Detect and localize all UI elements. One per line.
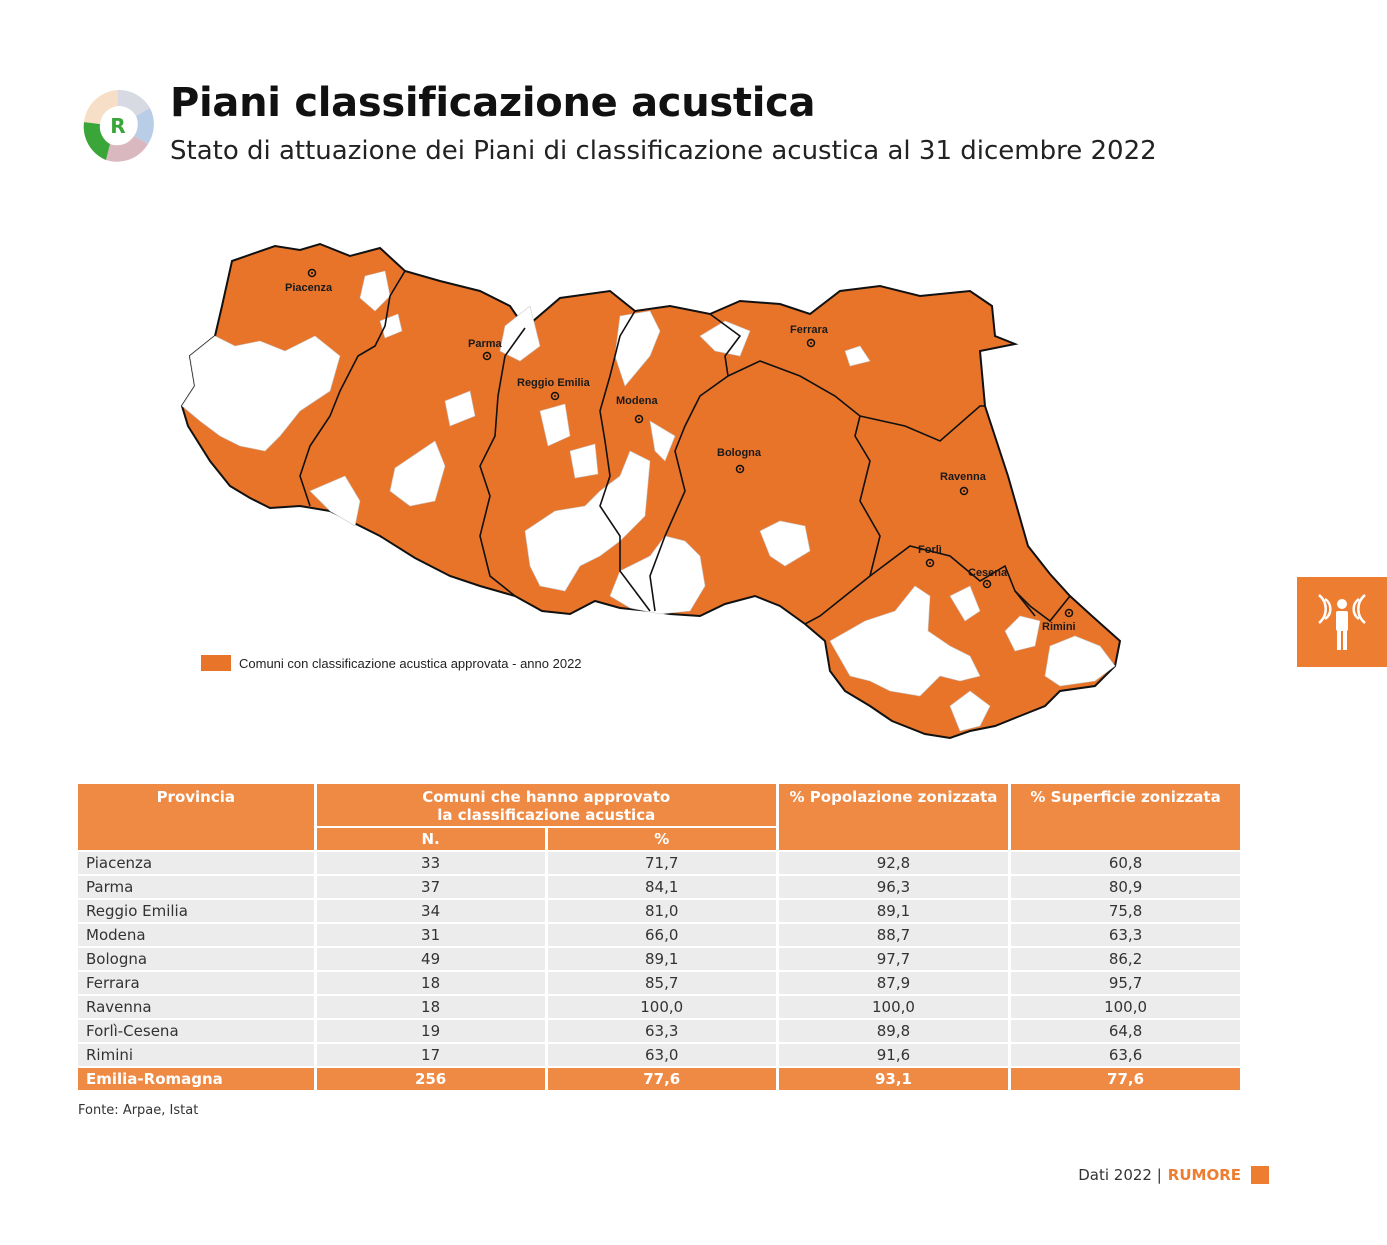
cell-sup: 63,6 [1011, 1044, 1240, 1066]
cell-n: 19 [317, 1020, 545, 1042]
cell-pop: 87,9 [779, 972, 1008, 994]
city-label: Cesena [968, 567, 1008, 579]
cell-pct: 84,1 [548, 876, 776, 898]
cell-provincia: Ravenna [78, 996, 314, 1018]
city-label: Rimini [1042, 621, 1076, 633]
cell-sup: 77,6 [1011, 1068, 1240, 1090]
cell-provincia: Reggio Emilia [78, 900, 314, 922]
cell-sup: 64,8 [1011, 1020, 1240, 1042]
table-row [78, 1020, 1240, 1042]
cell-sup: 100,0 [1011, 996, 1240, 1018]
page-subtitle: Stato di attuazione dei Piani di classificazione acustica al 31 dicembre 2022 [170, 136, 1157, 166]
cell-provincia: Forlì-Cesena [78, 1020, 314, 1042]
page-title: Piani classificazione acustica [170, 80, 816, 126]
header-superficie: % Superficie zonizzata [1011, 784, 1240, 850]
header-n: N. [317, 828, 545, 850]
footer-section: RUMORE [1167, 1166, 1241, 1184]
table-source: Fonte: Arpae, Istat [78, 1103, 199, 1118]
cell-provincia: Modena [78, 924, 314, 946]
cell-pop: 92,8 [779, 852, 1008, 874]
table-row [78, 972, 1240, 994]
cell-pop: 100,0 [779, 996, 1008, 1018]
cell-n: 34 [317, 900, 545, 922]
cell-pct: 63,3 [548, 1020, 776, 1042]
table-row [78, 876, 1240, 898]
cell-n: 31 [317, 924, 545, 946]
cell-pct: 85,7 [548, 972, 776, 994]
city-label: Piacenza [285, 282, 333, 294]
legend-swatch [201, 655, 231, 671]
city-label: Reggio Emilia [517, 377, 590, 389]
table-row [78, 996, 1240, 1018]
city-label: Ravenna [940, 471, 986, 483]
map-legend [201, 655, 582, 671]
cell-sup: 63,3 [1011, 924, 1240, 946]
cell-provincia: Piacenza [78, 852, 314, 874]
report-logo [78, 86, 158, 166]
cell-pop: 88,7 [779, 924, 1008, 946]
table-total-row [78, 1068, 1240, 1090]
cell-pop: 97,7 [779, 948, 1008, 970]
table-row [78, 1044, 1240, 1066]
cell-pct: 100,0 [548, 996, 776, 1018]
city-label: Parma [468, 338, 502, 350]
cell-sup: 86,2 [1011, 948, 1240, 970]
cell-pct: 81,0 [548, 900, 776, 922]
footer-square [1251, 1166, 1269, 1184]
cell-n: 18 [317, 996, 545, 1018]
footer-label: Dati 2022 | [1078, 1166, 1162, 1184]
city-label: Modena [616, 395, 658, 407]
cell-sup: 80,9 [1011, 876, 1240, 898]
cell-sup: 95,7 [1011, 972, 1240, 994]
header-comuni-line1: Comuni che hanno approvato [422, 788, 671, 806]
header-pct: % [548, 828, 776, 850]
cell-pct: 63,0 [548, 1044, 776, 1066]
table-row [78, 852, 1240, 874]
cell-n: 256 [317, 1068, 545, 1090]
cell-pop: 91,6 [779, 1044, 1008, 1066]
city-label: Ferrara [790, 324, 828, 336]
cell-n: 17 [317, 1044, 545, 1066]
table-row [78, 924, 1240, 946]
legend-label: Comuni con classificazione acustica approvata - anno 2022 [239, 655, 582, 671]
cell-pct: 77,6 [548, 1068, 776, 1090]
table-row [78, 948, 1240, 970]
cell-n: 49 [317, 948, 545, 970]
cell-provincia: Ferrara [78, 972, 314, 994]
cell-n: 33 [317, 852, 545, 874]
header-comuni-line2: la classificazione acustica [437, 806, 656, 824]
city-label: Forlì [918, 544, 942, 556]
cell-pop: 89,1 [779, 900, 1008, 922]
header-comuni [317, 784, 776, 826]
cell-pct: 71,7 [548, 852, 776, 874]
cell-pop: 96,3 [779, 876, 1008, 898]
cell-provincia: Emilia-Romagna [78, 1068, 314, 1090]
cell-sup: 60,8 [1011, 852, 1240, 874]
page-footer [1078, 1166, 1269, 1184]
cell-pop: 93,1 [779, 1068, 1008, 1090]
noise-person-icon[interactable] [1297, 577, 1387, 667]
logo-letter: R [110, 114, 126, 138]
cell-n: 18 [317, 972, 545, 994]
cell-n: 37 [317, 876, 545, 898]
header-popolazione: % Popolazione zonizzata [779, 784, 1008, 850]
header-provincia: Provincia [78, 784, 314, 850]
cell-pop: 89,8 [779, 1020, 1008, 1042]
cell-sup: 75,8 [1011, 900, 1240, 922]
cell-provincia: Parma [78, 876, 314, 898]
cell-pct: 66,0 [548, 924, 776, 946]
table-row [78, 900, 1240, 922]
cell-provincia: Bologna [78, 948, 314, 970]
data-table [75, 782, 1243, 1092]
city-label: Bologna [717, 447, 761, 459]
cell-provincia: Rimini [78, 1044, 314, 1066]
cell-pct: 89,1 [548, 948, 776, 970]
